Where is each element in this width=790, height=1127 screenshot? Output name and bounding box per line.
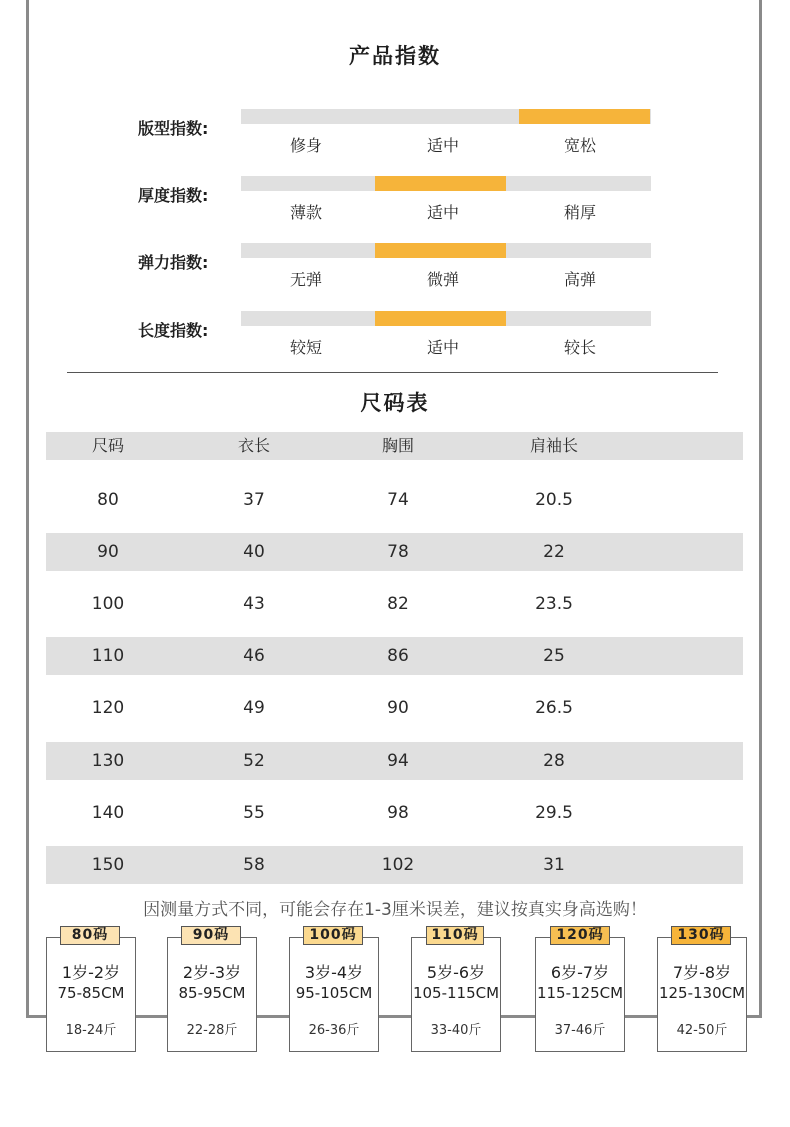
card-weight: 42-50斤 — [676, 1023, 728, 1038]
table-row — [46, 794, 743, 832]
table-cell: 130 — [91, 750, 125, 771]
size-table-header — [46, 432, 743, 460]
index-option: 微弹 — [426, 270, 459, 289]
card-height: 125-130CM — [658, 984, 746, 1002]
table-cell: 20.5 — [535, 490, 573, 510]
card-height: 75-85CM — [57, 984, 125, 1002]
size-tag: 130码 — [671, 926, 731, 945]
table-cell: 120 — [91, 698, 125, 719]
table-cell: 110 — [91, 646, 125, 667]
size-card — [411, 937, 501, 1052]
size-card — [657, 937, 747, 1052]
table-cell: 28 — [543, 750, 565, 771]
card-height: 105-115CM — [412, 984, 500, 1002]
index-option: 适中 — [426, 136, 459, 155]
card-weight: 33-40斤 — [430, 1023, 482, 1038]
card-height: 115-125CM — [536, 984, 624, 1002]
index-label: 长度指数: — [138, 321, 209, 340]
index-bar — [241, 109, 651, 124]
table-cell: 100 — [91, 594, 125, 615]
index-bar-highlight — [519, 109, 650, 124]
table-cell: 49 — [243, 698, 265, 719]
table-row — [46, 481, 743, 519]
card-age: 7岁-8岁 — [672, 963, 732, 982]
table-row — [46, 637, 743, 675]
size-card — [289, 937, 379, 1052]
header-sleeve: 肩袖长 — [529, 436, 578, 455]
card-weight: 37-46斤 — [554, 1023, 606, 1038]
index-label: 厚度指数: — [138, 186, 209, 205]
table-cell: 150 — [91, 854, 125, 875]
table-cell: 46 — [243, 646, 265, 667]
card-weight: 18-24斤 — [65, 1023, 117, 1038]
index-option: 高弹 — [563, 270, 596, 289]
index-label: 版型指数: — [138, 119, 209, 138]
table-cell: 25 — [543, 646, 565, 667]
index-bar-highlight — [375, 311, 506, 326]
table-row — [46, 585, 743, 623]
table-cell: 58 — [243, 854, 265, 875]
card-height: 95-105CM — [295, 984, 373, 1002]
table-cell: 94 — [387, 750, 409, 771]
index-bar-highlight — [375, 243, 506, 258]
table-cell: 22 — [543, 542, 565, 563]
divider — [67, 372, 718, 373]
table-cell: 78 — [387, 542, 409, 563]
table-cell: 102 — [381, 854, 415, 875]
table-cell: 40 — [243, 542, 265, 563]
card-age: 3岁-4岁 — [304, 963, 364, 982]
table-cell: 37 — [243, 490, 265, 510]
table-cell: 74 — [387, 490, 409, 510]
table-row — [46, 533, 743, 571]
index-bar — [241, 311, 651, 326]
table-cell: 52 — [243, 750, 265, 771]
index-bar — [241, 243, 651, 258]
table-cell: 31 — [543, 854, 565, 875]
table-cell: 82 — [387, 594, 409, 615]
product-index-title: 产品指数 — [349, 44, 441, 68]
card-age: 5岁-6岁 — [426, 963, 486, 982]
size-card — [535, 937, 625, 1052]
header-length: 衣长 — [237, 436, 270, 455]
index-option: 稍厚 — [563, 203, 596, 222]
index-option: 较长 — [563, 338, 596, 357]
header-chest: 胸围 — [381, 436, 414, 455]
index-option: 较短 — [289, 338, 322, 357]
table-cell: 140 — [91, 802, 125, 823]
size-tag: 110码 — [426, 926, 484, 945]
card-age: 6岁-7岁 — [550, 963, 610, 982]
table-cell: 23.5 — [535, 594, 573, 615]
measurement-note: 因测量方式不同，可能会存在1-3厘米误差，建议按真实身高选购！ — [143, 900, 647, 920]
card-weight: 22-28斤 — [186, 1023, 238, 1038]
index-option: 适中 — [426, 203, 459, 222]
size-tag: 80码 — [60, 926, 120, 945]
size-tag: 100码 — [303, 926, 363, 945]
card-height: 85-95CM — [178, 984, 246, 1002]
index-option: 薄款 — [289, 203, 322, 222]
table-cell: 86 — [387, 646, 409, 667]
size-chart-title: 尺码表 — [360, 391, 430, 415]
table-cell: 43 — [243, 594, 265, 615]
index-option: 修身 — [289, 136, 322, 155]
card-age: 2岁-3岁 — [182, 963, 242, 982]
size-card — [167, 937, 257, 1052]
index-option: 宽松 — [563, 136, 596, 155]
header-size: 尺码 — [91, 436, 124, 455]
table-cell: 29.5 — [535, 802, 573, 823]
table-row — [46, 846, 743, 884]
table-row — [46, 689, 743, 727]
table-cell: 90 — [97, 542, 119, 563]
index-option: 适中 — [426, 338, 459, 357]
size-tag: 120码 — [550, 926, 610, 945]
table-cell: 98 — [387, 802, 409, 823]
table-cell: 80 — [97, 490, 119, 510]
table-cell: 55 — [243, 802, 265, 823]
size-tag: 90码 — [181, 926, 241, 945]
index-bar-highlight — [375, 176, 506, 191]
card-weight: 26-36斤 — [308, 1023, 360, 1038]
table-row — [46, 742, 743, 780]
index-bar — [241, 176, 651, 191]
size-card — [46, 937, 136, 1052]
table-cell: 90 — [387, 698, 409, 719]
table-cell: 26.5 — [535, 698, 573, 719]
index-label: 弹力指数: — [138, 253, 209, 272]
card-age: 1岁-2岁 — [61, 963, 121, 982]
index-option: 无弹 — [289, 270, 322, 289]
